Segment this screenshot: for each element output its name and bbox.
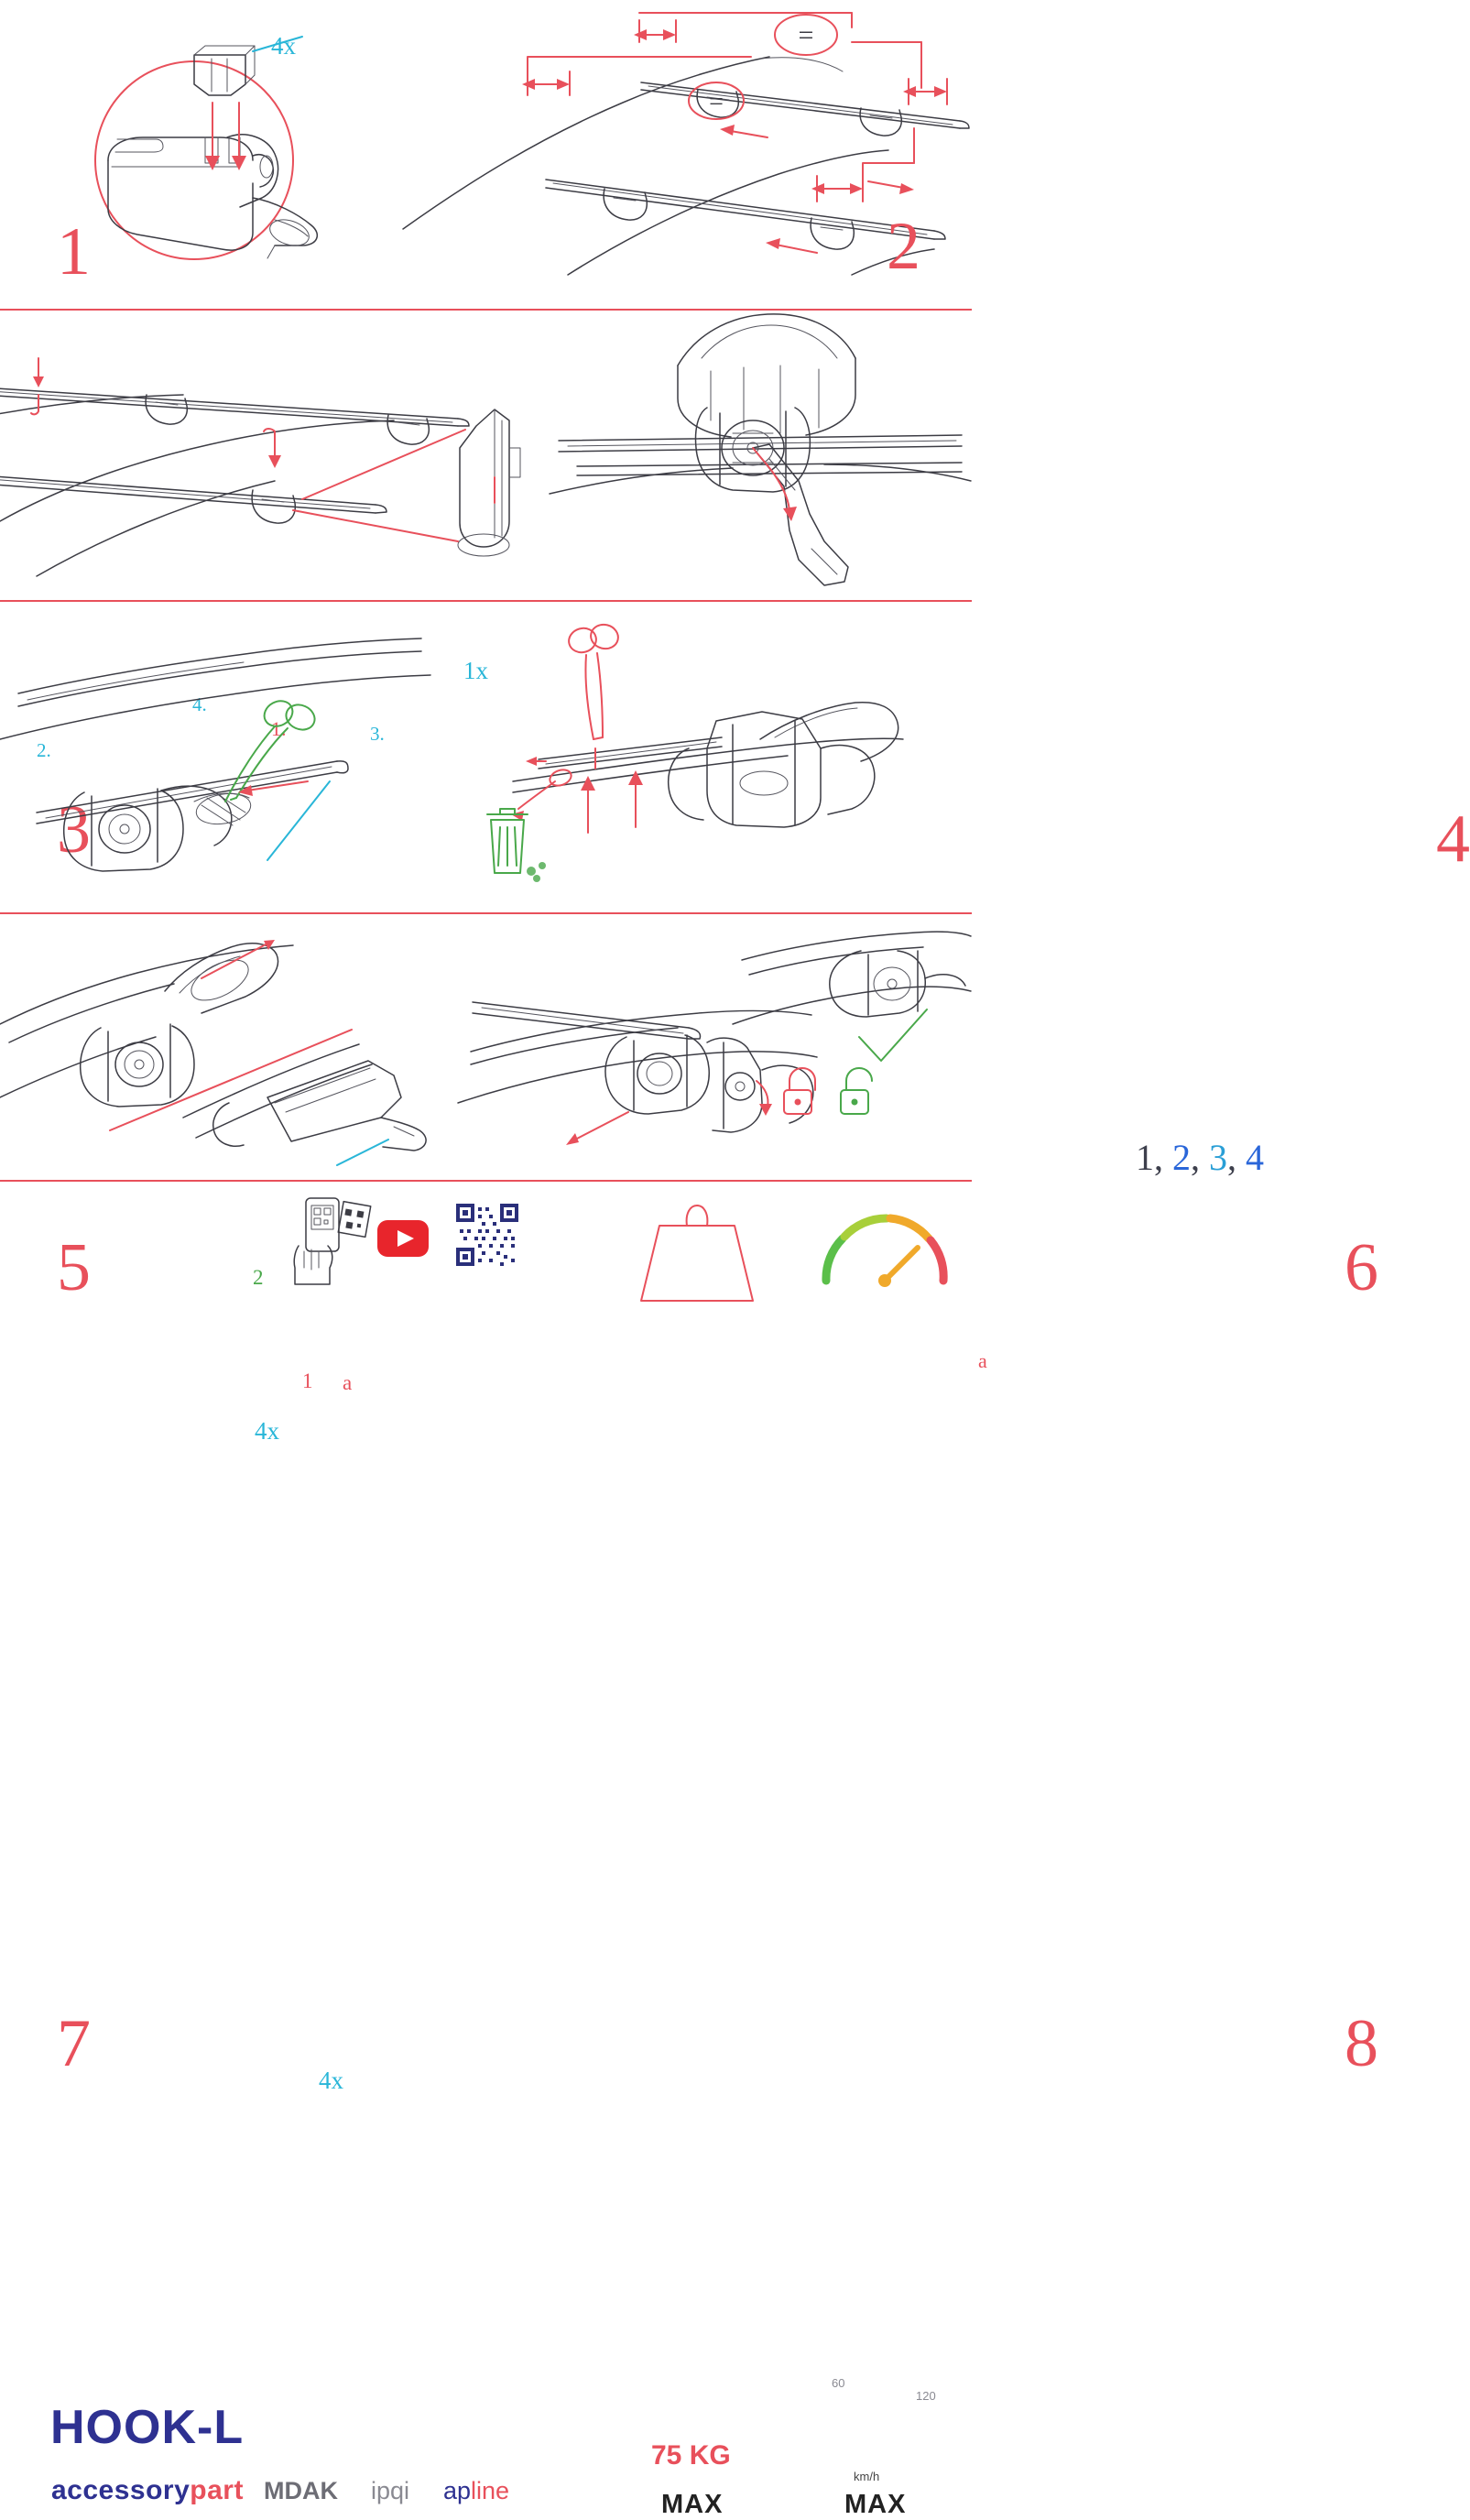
accessory-word: accessory — [51, 2475, 191, 2505]
step-3-order-1-label: 1. — [271, 717, 287, 740]
step-5-quantity-label: 4x — [255, 1417, 279, 1445]
youtube-icon — [377, 1220, 429, 1257]
step-4-panel — [550, 311, 1470, 1178]
qr-scan-hand-icon — [294, 1198, 371, 1284]
qr-code-icon — [456, 1204, 518, 1266]
step-3-quantity-label: 1x — [463, 657, 488, 684]
step-4-tighten-sequence: 1, 2, 3, 4 — [1136, 1137, 1264, 1178]
step-6-number: 6 — [1345, 1230, 1378, 1305]
weight-icon — [641, 1205, 753, 1301]
product-name: HOOK-L — [50, 2401, 245, 2454]
apline-logo — [443, 2477, 509, 2505]
step-8-number: 8 — [1345, 2006, 1378, 2081]
speed-unit: km/h — [854, 2470, 880, 2483]
max-load-value: 75 KG — [651, 2440, 731, 2471]
step-5-number: 5 — [57, 1230, 91, 1305]
step-7-panel — [0, 914, 476, 2094]
speed-scale-max: 120 — [916, 2389, 936, 2403]
step-8-illustration — [458, 914, 972, 1180]
max-load-caption: MAX — [661, 2490, 724, 2519]
sequence-4: 4 — [1246, 1137, 1264, 1178]
mdak-logo: MDAK — [264, 2477, 338, 2504]
speed-scale-min: 60 — [832, 2376, 845, 2390]
apline-prefix: ap — [443, 2477, 472, 2504]
sequence-2: 2 — [1172, 1137, 1191, 1178]
step-1-number: 1 — [57, 214, 91, 289]
step-5-illustration — [0, 602, 476, 912]
step-6-illustration — [458, 602, 972, 912]
sequence-1: 1 — [1136, 1137, 1154, 1178]
step-3-illustration — [0, 311, 550, 600]
sequence-3: 3 — [1209, 1137, 1227, 1178]
step-5-panel — [0, 602, 476, 1445]
step-3-order-3-label: 3. — [370, 723, 385, 745]
speedometer-icon — [826, 1218, 943, 1287]
step-3-order-2-label: 2. — [37, 739, 51, 761]
step-3-order-4-label: 4. — [192, 693, 207, 715]
step-2-number: 2 — [887, 209, 920, 284]
step-4-number: 4 — [1436, 802, 1470, 877]
step-5-order-1-label: 1 — [302, 1369, 313, 1392]
max-speed-caption: MAX — [844, 2490, 907, 2519]
step-7-quantity-label: 4x — [319, 2067, 343, 2094]
part-word: part — [190, 2475, 244, 2505]
accessory-part-logo — [51, 2475, 244, 2506]
step-2-panel — [458, 0, 972, 309]
step-7-illustration — [0, 914, 476, 1180]
step-4-illustration — [550, 311, 972, 600]
step-3-panel — [0, 311, 550, 867]
step-6-callout-a-label: a — [978, 1349, 987, 1372]
footer-graphics — [0, 1182, 972, 1374]
step-1-quantity-label: 4x — [271, 32, 296, 60]
step-5-callout-a-label: a — [343, 1371, 353, 1394]
svg-text:=: = — [798, 20, 814, 50]
step-1-panel — [0, 0, 476, 309]
step-7-number: 7 — [57, 2006, 91, 2081]
svg-text:=: = — [709, 88, 724, 116]
step-3-number: 3 — [57, 792, 91, 867]
step-5-order-2-label: 2 — [253, 1266, 264, 1289]
apline-accent: line — [471, 2477, 510, 2504]
ipqi-logo: ipqi — [371, 2477, 410, 2504]
